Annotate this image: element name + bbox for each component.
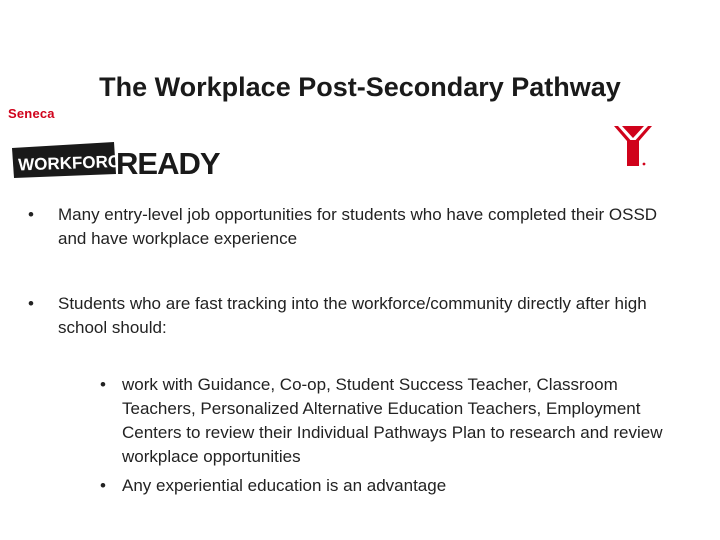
ymca-logo — [612, 124, 654, 168]
seneca-logo: Seneca — [8, 106, 55, 121]
bullet-item — [28, 292, 688, 340]
bullet-glyph: • — [28, 294, 34, 313]
svg-text:WORKFORCE: WORKFORCE — [17, 151, 132, 175]
sub-bullet-text: work with Guidance, Co-op, Student Success Teacher, Classroom Teachers, Personalized Alternative Education Teachers, Employment Centers to review their Individual Pathways Plan to research and review workplace opportunities — [122, 375, 663, 466]
sub-bullet-item — [100, 474, 700, 498]
sub-bullet-text: Any experiential education is an advantage — [122, 476, 447, 495]
workforce-ready-logo — [10, 140, 220, 181]
bullet-glyph: • — [100, 375, 106, 394]
slide-title: The Workplace Post-Secondary Pathway — [99, 72, 621, 102]
bullet-glyph: • — [100, 476, 106, 495]
bullet-item — [28, 203, 688, 251]
sub-bullet-item — [100, 373, 700, 469]
sub-bullet-list — [100, 373, 700, 498]
bullet-text: Many entry-level job opportunities for students who have completed their OSSD and have workplace experience — [58, 205, 658, 248]
bullet-text: Students who are fast tracking into the workforce/community directly after high school should: — [58, 294, 647, 337]
svg-text:READY: READY — [116, 146, 220, 181]
bullet-glyph: • — [28, 205, 34, 224]
